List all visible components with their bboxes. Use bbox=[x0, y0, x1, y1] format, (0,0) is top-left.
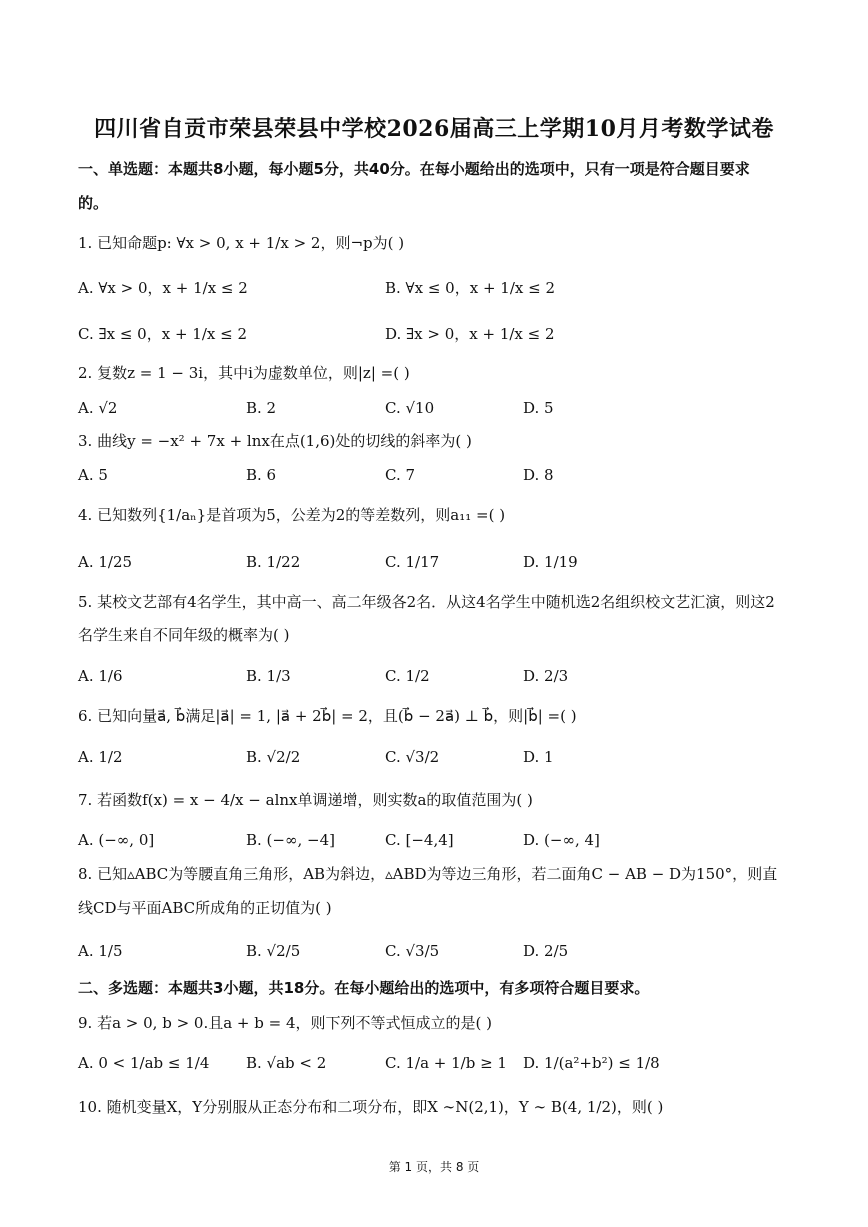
q4-option-d: D. 1/19 bbox=[523, 553, 578, 571]
q1-option-d: D. ∃x > 0，x + 1/x ≤ 2 bbox=[385, 325, 555, 343]
q8-option-b: B. √2/5 bbox=[246, 942, 301, 960]
q6-option-a: A. 1/2 bbox=[78, 748, 123, 766]
q6-option-d: D. 1 bbox=[523, 748, 554, 766]
q8-stem-cont: 线CD与平面ABC所成角的正切值为( ) bbox=[78, 899, 332, 917]
q3-option-c: C. 7 bbox=[385, 466, 416, 484]
q3-option-d: D. 8 bbox=[523, 466, 554, 484]
q3-option-b: B. 6 bbox=[246, 466, 277, 484]
q1-stem: 1. 已知命题p: ∀x > 0, x + 1/x > 2，则¬p为( ) bbox=[78, 234, 405, 252]
page-footer: 第 1 页，共 8 页 bbox=[388, 1160, 480, 1174]
q7-option-c: C. [−4,4] bbox=[385, 831, 454, 849]
q5-stem-cont: 名学生来自不同年级的概率为( ) bbox=[78, 626, 290, 644]
q7-stem: 7. 若函数f(x) = x − 4/x − alnx单调递增，则实数a的取值范围为( ) bbox=[78, 791, 533, 809]
q4-option-a: A. 1/25 bbox=[78, 553, 133, 571]
q4-stem: 4. 已知数列{1/aₙ}是首项为5，公差为2的等差数列，则a₁₁ =( ) bbox=[78, 506, 506, 524]
q4-option-c: C. 1/17 bbox=[385, 553, 440, 571]
q5-option-c: C. 1/2 bbox=[385, 667, 430, 685]
section1-heading-cont: 的。 bbox=[78, 194, 109, 212]
q3-stem: 3. 曲线y = −x² + 7x + lnx在点(1,6)处的切线的斜率为( ) bbox=[78, 432, 472, 450]
q1-option-c: C. ∃x ≤ 0，x + 1/x ≤ 2 bbox=[78, 325, 247, 343]
q9-option-c: C. 1/a + 1/b ≥ 1 bbox=[385, 1054, 507, 1072]
q5-option-a: A. 1/6 bbox=[78, 667, 123, 685]
q2-stem: 2. 复数z = 1 − 3i，其中i为虚数单位，则|z| =( ) bbox=[78, 364, 410, 382]
q6-option-b: B. √2/2 bbox=[246, 748, 301, 766]
q7-option-d: D. (−∞, 4] bbox=[523, 831, 600, 849]
exam-title: 四川省自贡市荣县荣县中学校2026届高三上学期10月月考数学试卷 bbox=[94, 116, 774, 142]
q8-option-a: A. 1/5 bbox=[78, 942, 123, 960]
q9-option-d: D. 1/(a²+b²) ≤ 1/8 bbox=[523, 1054, 660, 1072]
q10-stem: 10. 随机变量X，Y分别服从正态分布和二项分布，即X ∼N(2,1)，Y ∼ B(4, 1/2)，则( ) bbox=[78, 1098, 664, 1116]
section1-heading: 一、单选题：本题共8小题，每小题5分，共40分。在每小题给出的选项中，只有一项是符合题目要求 bbox=[78, 160, 750, 178]
q5-stem: 5. 某校文艺部有4名学生，其中高一、高二年级各2名．从这4名学生中随机选2名组织校文艺汇演，则这2 bbox=[78, 593, 775, 611]
q5-option-d: D. 2/3 bbox=[523, 667, 569, 685]
q1-option-a: A. ∀x > 0，x + 1/x ≤ 2 bbox=[78, 279, 248, 297]
q1-option-b: B. ∀x ≤ 0，x + 1/x ≤ 2 bbox=[385, 279, 555, 297]
q2-option-a: A. √2 bbox=[78, 399, 118, 417]
q6-stem: 6. 已知向量a⃗, b⃗满足|a⃗| = 1, |a⃗ + 2b⃗| = 2，且(b⃗ − 2a⃗) ⊥ b⃗，则|b⃗| =( ) bbox=[78, 707, 577, 725]
q4-option-b: B. 1/22 bbox=[246, 553, 301, 571]
q8-option-c: C. √3/5 bbox=[385, 942, 440, 960]
q2-option-c: C. √10 bbox=[385, 399, 435, 417]
q3-option-a: A. 5 bbox=[78, 466, 108, 484]
q9-option-a: A. 0 < 1/ab ≤ 1/4 bbox=[78, 1054, 210, 1072]
section2-heading: 二、多选题：本题共3小题，共18分。在每小题给出的选项中，有多项符合题目要求。 bbox=[78, 979, 650, 997]
q6-option-c: C. √3/2 bbox=[385, 748, 440, 766]
q7-option-b: B. (−∞, −4] bbox=[246, 831, 335, 849]
q9-option-b: B. √ab < 2 bbox=[246, 1054, 327, 1072]
q7-option-a: A. (−∞, 0] bbox=[78, 831, 155, 849]
q8-option-d: D. 2/5 bbox=[523, 942, 569, 960]
q9-stem: 9. 若a > 0, b > 0.且a + b = 4，则下列不等式恒成立的是( ) bbox=[78, 1014, 492, 1032]
q8-stem: 8. 已知▵ABC为等腰直角三角形，AB为斜边，▵ABD为等边三角形，若二面角C − AB − D为150°，则直 bbox=[78, 865, 778, 883]
q5-option-b: B. 1/3 bbox=[246, 667, 291, 685]
q2-option-d: D. 5 bbox=[523, 399, 554, 417]
q2-option-b: B. 2 bbox=[246, 399, 277, 417]
